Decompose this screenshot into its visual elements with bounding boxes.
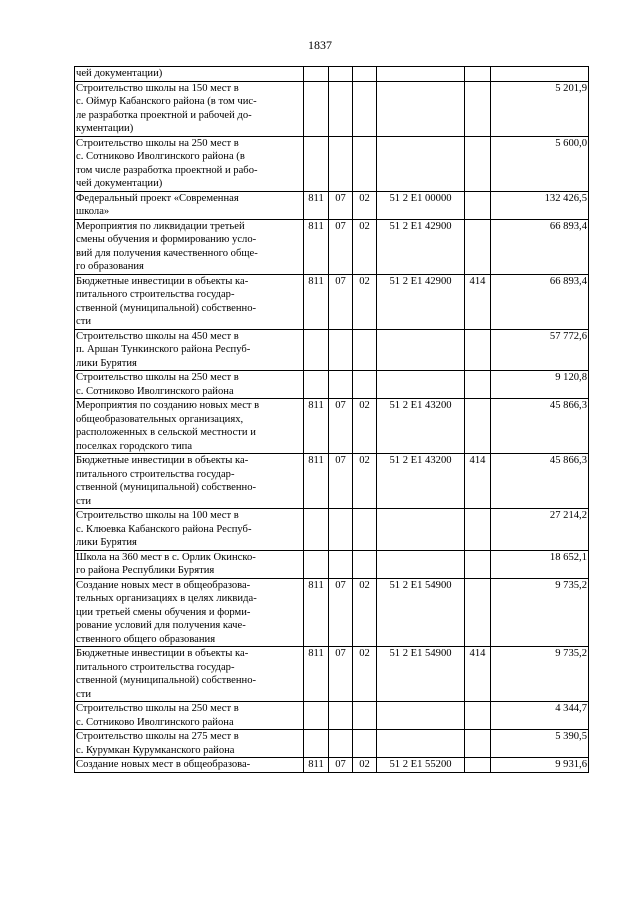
target-article-cell xyxy=(377,509,465,551)
item-name-line: общеобразовательных организациях, xyxy=(76,413,244,425)
item-name-line: сти xyxy=(76,316,92,327)
expense-type-cell xyxy=(465,371,491,399)
ministry-code-cell xyxy=(304,136,329,191)
item-name-line: ственной (муниципальной) собственно- xyxy=(76,675,257,686)
amount-cell: 66 893,4 xyxy=(491,274,589,329)
table-row xyxy=(75,371,589,399)
item-name-line: ции третьей смены обучения и форми- xyxy=(76,606,251,618)
section-code-cell: 07 xyxy=(329,578,353,647)
item-name-cell xyxy=(75,399,304,454)
item-name-line: Бюджетные инвестиции в объекты ка- xyxy=(76,648,249,659)
item-name-line: сти xyxy=(76,688,92,700)
subsection-code-cell xyxy=(353,329,377,371)
subsection-code-cell xyxy=(353,371,377,399)
table-row xyxy=(75,730,589,758)
amount-cell: 4 344,7 xyxy=(491,702,589,730)
item-name-line: вий для получения качественного обще- xyxy=(76,247,258,259)
budget-table xyxy=(74,66,589,773)
table-row xyxy=(75,191,589,219)
amount-cell: 5 600,0 xyxy=(491,136,589,191)
item-name-line: чей документации) xyxy=(76,68,163,79)
table-row xyxy=(75,329,589,371)
item-name-cell xyxy=(75,702,304,730)
ministry-code-cell xyxy=(304,371,329,399)
target-article-cell: 51 2 E1 42900 xyxy=(377,219,465,274)
item-name-line: Строительство школы на 250 мест в xyxy=(76,703,239,714)
ministry-code-cell: 811 xyxy=(304,399,329,454)
item-name-line: ле разработка проектной и рабочей до- xyxy=(76,109,252,121)
section-code-cell xyxy=(329,371,353,399)
expense-type-cell xyxy=(465,136,491,191)
expense-type-cell xyxy=(465,67,491,82)
item-name-cell xyxy=(75,758,304,773)
subsection-code-cell: 02 xyxy=(353,454,377,509)
section-code-cell xyxy=(329,67,353,82)
item-name-line: Строительство школы на 275 мест в xyxy=(76,731,239,742)
subsection-code-cell xyxy=(353,730,377,758)
table-row xyxy=(75,136,589,191)
item-name-line: Школа на 360 мест в с. Орлик Окинско- xyxy=(76,551,256,563)
section-code-cell xyxy=(329,136,353,191)
item-name-line: Строительство школы на 250 мест в xyxy=(76,372,239,383)
target-article-cell: 51 2 E1 00000 xyxy=(377,191,465,219)
subsection-code-cell: 02 xyxy=(353,274,377,329)
item-name-cell xyxy=(75,578,304,647)
item-name-line: лики Бурятия xyxy=(76,357,137,369)
item-name-line: тельных организациях в целях ликвида- xyxy=(76,593,257,604)
target-article-cell: 51 2 E1 43200 xyxy=(377,399,465,454)
item-name-line: с. Сотниково Иволгинского района (в xyxy=(76,151,245,162)
target-article-cell: 51 2 E1 54900 xyxy=(377,578,465,647)
subsection-code-cell: 02 xyxy=(353,647,377,702)
expense-type-cell xyxy=(465,702,491,730)
item-name-line: Бюджетные инвестиции в объекты ка- xyxy=(76,455,249,466)
expense-type-cell xyxy=(465,191,491,219)
item-name-line: чей документации) xyxy=(76,178,163,189)
table-row xyxy=(75,647,589,702)
item-name-line: лики Бурятия xyxy=(76,537,137,548)
item-name-line: Бюджетные инвестиции в объекты ка- xyxy=(76,275,249,287)
item-name-cell xyxy=(75,371,304,399)
item-name-cell xyxy=(75,191,304,219)
item-name-line: Федеральный проект «Современная xyxy=(76,192,239,204)
section-code-cell: 07 xyxy=(329,454,353,509)
target-article-cell: 51 2 E1 42900 xyxy=(377,274,465,329)
amount-cell: 45 866,3 xyxy=(491,454,589,509)
ministry-code-cell xyxy=(304,730,329,758)
item-name-line: расположенных в сельской местности и xyxy=(76,427,256,438)
subsection-code-cell xyxy=(353,550,377,578)
item-name-line: Строительство школы на 100 мест в xyxy=(76,510,239,521)
ministry-code-cell xyxy=(304,509,329,551)
table-row xyxy=(75,454,589,509)
ministry-code-cell: 811 xyxy=(304,578,329,647)
table-row xyxy=(75,702,589,730)
item-name-line: с. Сотниково Иволгинского района xyxy=(76,716,234,728)
subsection-code-cell xyxy=(353,509,377,551)
item-name-cell xyxy=(75,550,304,578)
target-article-cell xyxy=(377,67,465,82)
target-article-cell xyxy=(377,550,465,578)
table-row xyxy=(75,274,589,329)
amount-cell: 9 931,6 xyxy=(491,758,589,773)
expense-type-cell xyxy=(465,399,491,454)
subsection-code-cell: 02 xyxy=(353,191,377,219)
ministry-code-cell xyxy=(304,702,329,730)
expense-type-cell xyxy=(465,509,491,551)
item-name-line: сти xyxy=(76,495,92,507)
amount-cell: 9 120,8 xyxy=(491,371,589,399)
item-name-line: го района Республики Бурятия xyxy=(76,565,215,576)
target-article-cell xyxy=(377,702,465,730)
section-code-cell: 07 xyxy=(329,219,353,274)
item-name-line: том числе разработка проектной и рабо- xyxy=(76,164,258,176)
amount-cell: 5 201,9 xyxy=(491,81,589,136)
section-code-cell xyxy=(329,730,353,758)
item-name-cell xyxy=(75,67,304,82)
target-article-cell: 51 2 E1 43200 xyxy=(377,454,465,509)
target-article-cell xyxy=(377,136,465,191)
target-article-cell xyxy=(377,730,465,758)
ministry-code-cell xyxy=(304,67,329,82)
item-name-line: поселках городского типа xyxy=(76,440,193,452)
expense-type-cell xyxy=(465,81,491,136)
item-name-line: питального строительства государ- xyxy=(76,468,235,480)
expense-type-cell: 414 xyxy=(465,647,491,702)
subsection-code-cell xyxy=(353,136,377,191)
target-article-cell xyxy=(377,371,465,399)
table-row xyxy=(75,758,589,773)
table-body xyxy=(75,67,589,773)
section-code-cell xyxy=(329,702,353,730)
subsection-code-cell xyxy=(353,67,377,82)
table-row xyxy=(75,81,589,136)
expense-type-cell xyxy=(465,578,491,647)
amount-cell: 45 866,3 xyxy=(491,399,589,454)
expense-type-cell: 414 xyxy=(465,274,491,329)
subsection-code-cell xyxy=(353,702,377,730)
ministry-code-cell: 811 xyxy=(304,191,329,219)
expense-type-cell xyxy=(465,730,491,758)
amount-cell: 66 893,4 xyxy=(491,219,589,274)
item-name-cell xyxy=(75,647,304,702)
table-row xyxy=(75,399,589,454)
item-name-cell xyxy=(75,274,304,329)
section-code-cell: 07 xyxy=(329,399,353,454)
target-article-cell: 51 2 E1 55200 xyxy=(377,758,465,773)
item-name-line: школа» xyxy=(76,206,110,217)
table-row xyxy=(75,219,589,274)
item-name-cell xyxy=(75,454,304,509)
subsection-code-cell: 02 xyxy=(353,578,377,647)
subsection-code-cell xyxy=(353,81,377,136)
section-code-cell: 07 xyxy=(329,647,353,702)
item-name-line: рование условий для получения каче- xyxy=(76,620,246,631)
section-code-cell xyxy=(329,509,353,551)
expense-type-cell xyxy=(465,758,491,773)
item-name-line: Мероприятия по созданию новых мест в xyxy=(76,400,260,411)
ministry-code-cell xyxy=(304,550,329,578)
item-name-cell xyxy=(75,730,304,758)
item-name-line: Создание новых мест в общеобразова- xyxy=(76,579,251,591)
item-name-cell xyxy=(75,329,304,371)
section-code-cell: 07 xyxy=(329,758,353,773)
item-name-line: Строительство школы на 150 мест в xyxy=(76,82,239,94)
ministry-code-cell: 811 xyxy=(304,647,329,702)
ministry-code-cell: 811 xyxy=(304,274,329,329)
subsection-code-cell: 02 xyxy=(353,399,377,454)
item-name-line: с. Оймур Кабанского района (в том чис- xyxy=(76,96,257,107)
amount-cell: 9 735,2 xyxy=(491,578,589,647)
target-article-cell xyxy=(377,329,465,371)
subsection-code-cell: 02 xyxy=(353,758,377,773)
item-name-line: п. Аршан Тункинского района Респуб- xyxy=(76,344,251,355)
item-name-line: с. Сотниково Иволгинского района xyxy=(76,385,234,397)
item-name-cell xyxy=(75,136,304,191)
ministry-code-cell xyxy=(304,81,329,136)
ministry-code-cell xyxy=(304,329,329,371)
item-name-line: кументации) xyxy=(76,123,134,134)
section-code-cell xyxy=(329,81,353,136)
item-name-line: Мероприятия по ликвидации третьей xyxy=(76,220,245,232)
item-name-line: питального строительства государ- xyxy=(76,289,235,300)
item-name-line: Строительство школы на 250 мест в xyxy=(76,137,239,149)
amount-cell xyxy=(491,67,589,82)
section-code-cell xyxy=(329,550,353,578)
page-number: 1837 xyxy=(308,38,332,52)
section-code-cell: 07 xyxy=(329,274,353,329)
ministry-code-cell: 811 xyxy=(304,758,329,773)
item-name-line: Создание новых мест в общеобразова- xyxy=(76,759,251,770)
item-name-line: ственного общего образования xyxy=(76,633,216,645)
item-name-cell xyxy=(75,81,304,136)
target-article-cell: 51 2 E1 54900 xyxy=(377,647,465,702)
ministry-code-cell: 811 xyxy=(304,219,329,274)
section-code-cell xyxy=(329,329,353,371)
amount-cell: 27 214,2 xyxy=(491,509,589,551)
target-article-cell xyxy=(377,81,465,136)
subsection-code-cell: 02 xyxy=(353,219,377,274)
item-name-line: с. Курумкан Курумканского района xyxy=(76,744,235,756)
amount-cell: 9 735,2 xyxy=(491,647,589,702)
item-name-line: с. Клюевка Кабанского района Респуб- xyxy=(76,523,252,535)
item-name-line: ственной (муниципальной) собственно- xyxy=(76,482,257,493)
section-code-cell: 07 xyxy=(329,191,353,219)
amount-cell: 18 652,1 xyxy=(491,550,589,578)
item-name-line: ственной (муниципальной) собственно- xyxy=(76,302,257,314)
table-row xyxy=(75,578,589,647)
expense-type-cell xyxy=(465,550,491,578)
amount-cell: 132 426,5 xyxy=(491,191,589,219)
expense-type-cell: 414 xyxy=(465,454,491,509)
amount-cell: 5 390,5 xyxy=(491,730,589,758)
expense-type-cell xyxy=(465,329,491,371)
item-name-line: го образования xyxy=(76,261,144,272)
table-row xyxy=(75,67,589,82)
table-row xyxy=(75,550,589,578)
item-name-line: Строительство школы на 450 мест в xyxy=(76,330,239,342)
amount-cell: 57 772,6 xyxy=(491,329,589,371)
item-name-line: смены обучения и формированию усло- xyxy=(76,234,257,245)
item-name-cell xyxy=(75,509,304,551)
item-name-line: питального строительства государ- xyxy=(76,661,235,673)
item-name-cell xyxy=(75,219,304,274)
ministry-code-cell: 811 xyxy=(304,454,329,509)
expense-type-cell xyxy=(465,219,491,274)
table-row xyxy=(75,509,589,551)
